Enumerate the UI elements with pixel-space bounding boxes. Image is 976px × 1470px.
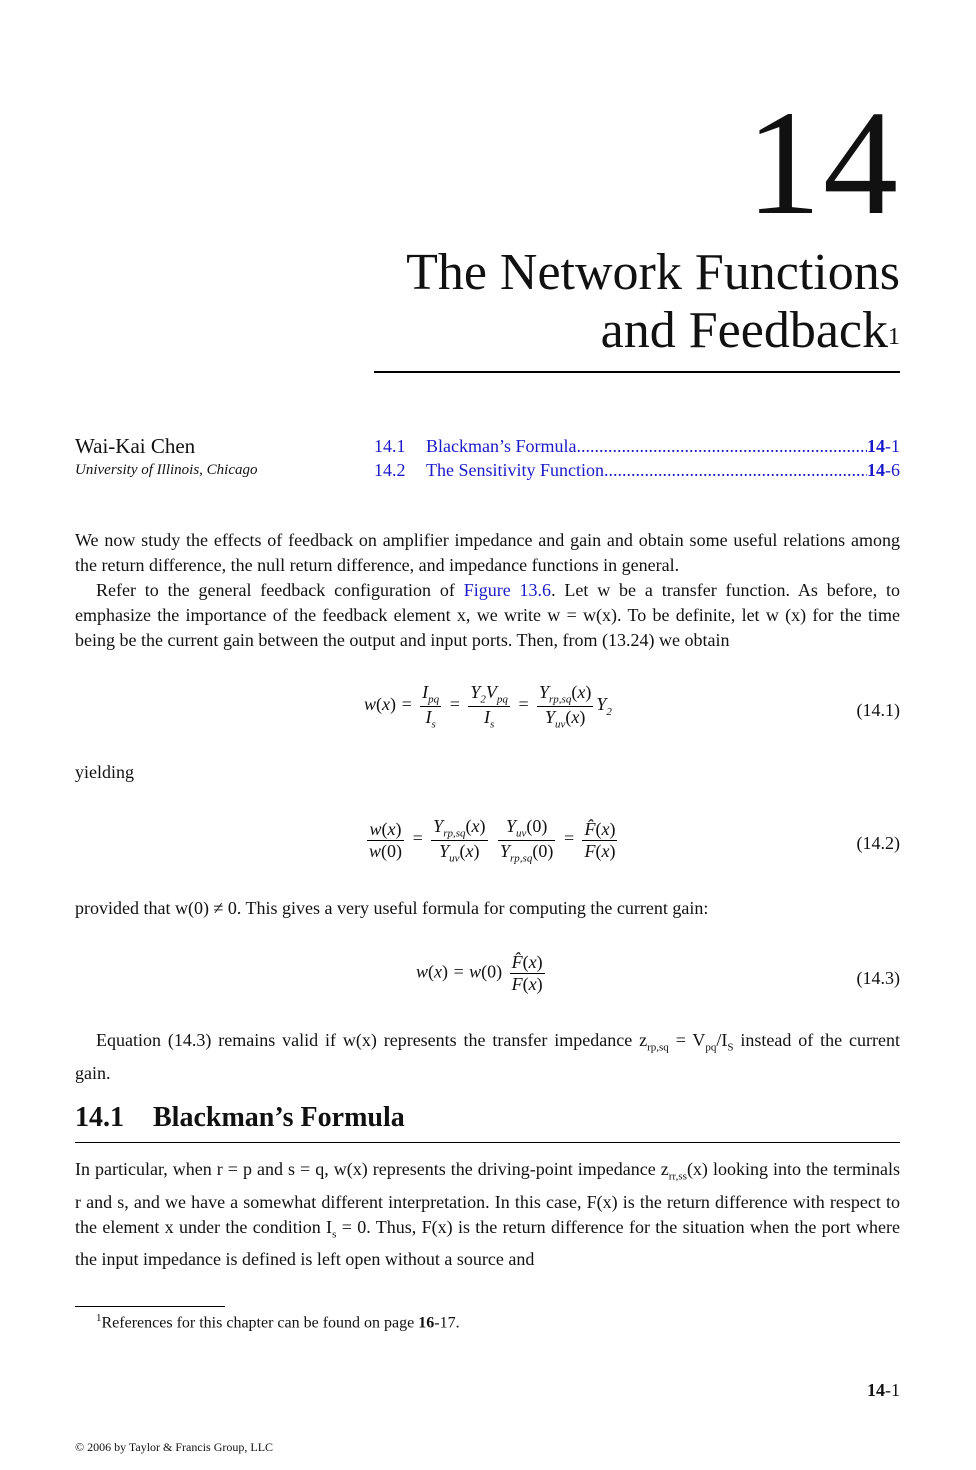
toc-entry-14-2[interactable] (374, 460, 900, 481)
author-affiliation: University of Illinois, Chicago (75, 462, 258, 478)
toc-leader (604, 460, 867, 481)
chapter-title-line1: The Network Functions (406, 244, 900, 301)
toc-page: 14-1 (867, 436, 900, 456)
toc-page: 14-6 (867, 460, 900, 480)
author-name: Wai-Kai Chen (75, 434, 196, 458)
section-heading (75, 1102, 405, 1134)
toc-title: Blackman’s Formula (426, 436, 577, 456)
paragraph-equation-note: Equation (14.3) remains valid if w(x) represents the transfer impedance $z_{rp,sq} = V_{pq}/I_S$ instead of the current gain. (75, 1030, 900, 1083)
toc-number: 14.1 (374, 436, 406, 456)
figure-link[interactable]: Figure 13.6 (463, 580, 552, 600)
footnote-rule (75, 1306, 225, 1307)
section-number: 14.1 (75, 1102, 124, 1133)
title-rule (374, 371, 900, 373)
paragraph-refer: Refer to the general feedback configuration of Figure 13.6. Let w be a transfer function. As before, to emphasize the importance of the feedback element x, we write w = w(x). To be definite, let w (x) for the time being be the current gain between the output and input ports. Then, from (13.24) we obtain (75, 580, 901, 650)
chapter-number: 14 (746, 80, 900, 246)
paragraph-particular: In particular, when r = p and s = q, w(x) represents the driving-point impedance $z_{rr,ss}(x)$ looking into the terminals r and s, and we have a somewhat different interpretation. In this case, F(x) is the return difference with respect to the element x under the condition $I_s = 0$. Thus, F(x) is the return difference for the situation when the port where the input impedance is defined is left open without a source and (75, 1159, 901, 1270)
toc-title: The Sensitivity Function (426, 460, 604, 480)
equation-14-3: w(x) = w(0) $\frac{F̂(x)}{F(x)}$ (416, 952, 543, 994)
equation-14-2: $\frac{w(x)}{w(0)}$ = $\frac{Y_{rp,sq}(x)}{Y_{uv}(x)}$ $\frac{Y_{uv}(0)}{Y_{rp,sq}(0)}$ = $\frac{F̂(x)}{F(x)}$ (369, 816, 616, 865)
footnote: $^1$References for this chapter can be found on page 16-17. (96, 1312, 460, 1332)
equation-label: (14.1) (856, 700, 900, 720)
section-title: Blackman’s Formula (153, 1102, 405, 1133)
equation-label: (14.2) (856, 833, 900, 853)
equation-14-1: w(x) = $\frac{I_{pq}}{I_s}$ = $\frac{Y_2V_{pq}}{I_s}$ = $\frac{Y_{rp,sq}(x)}{Y_{uv}(x)}$ $Y_2$ (364, 682, 612, 731)
equation-label: (14.3) (856, 968, 900, 988)
toc-entry-14-1[interactable] (374, 436, 900, 457)
paragraph-provided: provided that w(0) ≠ 0. This gives a very useful formula for computing the current gain: (75, 898, 709, 918)
chapter-title-line2: and Feedback (600, 302, 888, 359)
page-number: 14-1 (867, 1380, 900, 1400)
paragraph-yielding: yielding (75, 762, 134, 782)
section-rule (75, 1142, 900, 1143)
chapter-title (406, 244, 900, 360)
paragraph-intro: We now study the effects of feedback on amplifier impedance and gain and obtain some useful relations among the return difference, the null return difference, and impedance functions in general. (75, 530, 900, 575)
toc-leader (576, 436, 867, 457)
copyright: © 2006 by Taylor & Francis Group, LLC (75, 1440, 274, 1454)
title-footnote-mark: 1 (888, 324, 900, 350)
toc-number: 14.2 (374, 460, 406, 480)
